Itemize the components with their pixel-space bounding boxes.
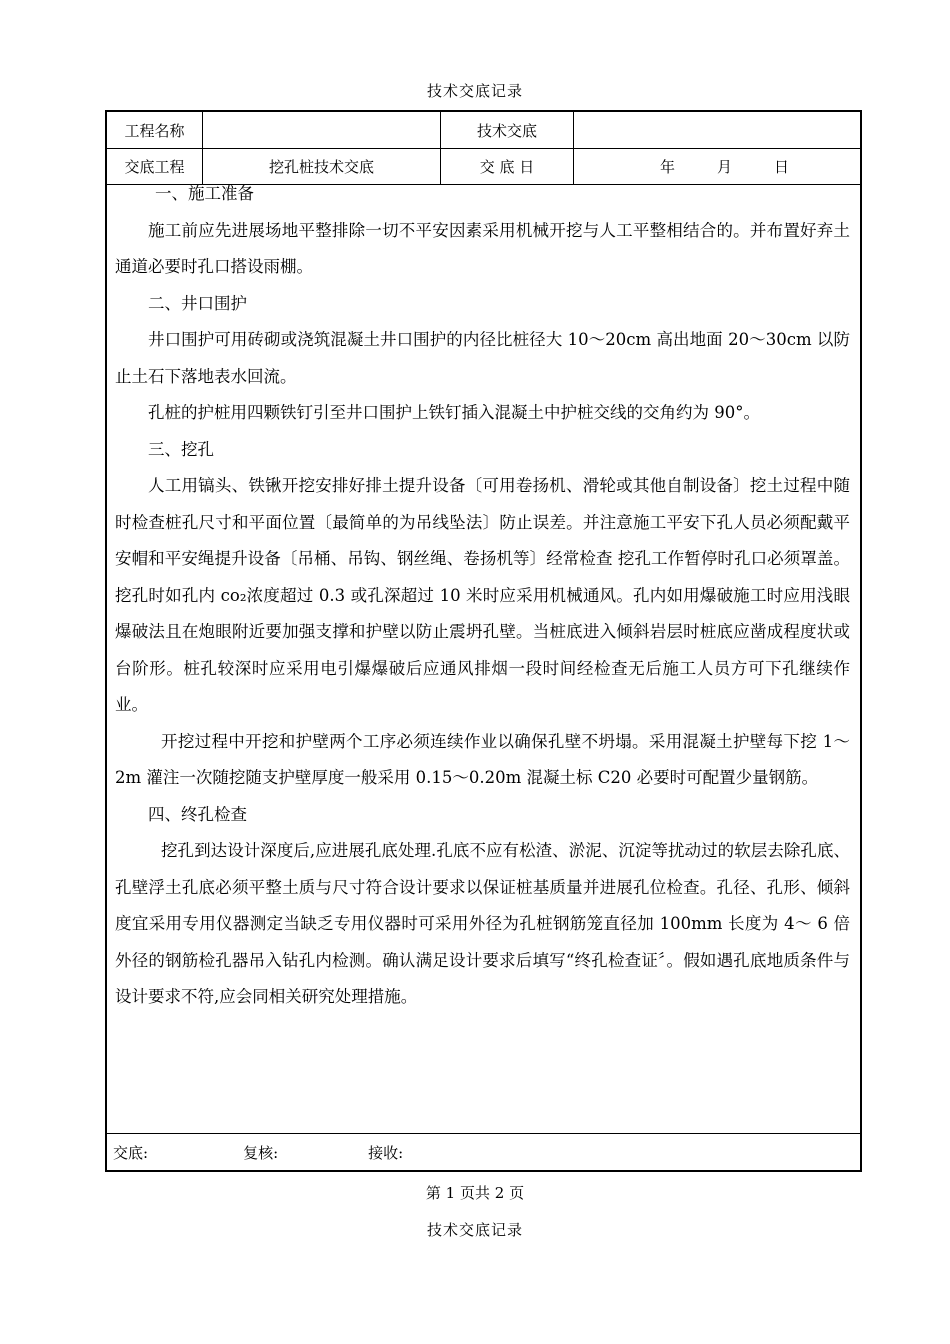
document-title: 技术交底记录: [426, 82, 523, 100]
date-year: 年: [660, 157, 676, 176]
handover-project-label: 交底工程: [107, 148, 203, 184]
record-table: [105, 110, 862, 1172]
section-2-paragraph-2: 孔桩的护桩用四颗铁钉引至井口围护上铁钉插入混凝土中护桩交线的交角约为 90°。: [148, 403, 760, 422]
section-1-heading: 一、施工准备: [155, 184, 254, 203]
section-4-heading: 四、终孔检查: [148, 804, 247, 824]
header-row-1: [107, 112, 860, 149]
section-3-paragraph-2: 开挖过程中开挖和护壁两个工序必须连续作业以确保孔壁不坍塌。采用混凝土护壁每下挖 1～2m 灌注一次随挖随支护壁厚度一般采用 0.15～0.20m 混凝土标 C20 必要时可配置少量钢筋。: [115, 731, 850, 787]
project-name-label: 工程名称: [107, 112, 203, 148]
review-signature-label[interactable]: 复核:: [243, 1143, 279, 1162]
receive-signature-label[interactable]: 接收:: [368, 1143, 404, 1162]
project-name-value[interactable]: [203, 112, 441, 148]
section-3-heading: 三、挖孔: [148, 439, 214, 459]
section-3-paragraph-1: 人工用镐头、铁锹开挖安排好排土提升设备〔可用卷扬机、滑轮或其他自制设备〕挖土过程中随时检查桩孔尺寸和平面位置〔最简单的为吊线坠法〕防止误差。并注意施工平安下孔人员必须配戴平安帽和平安绳提升设备〔吊桶、吊钩、钢丝绳、卷扬机等〕经常检查 挖孔工作暂停时孔口必须罩盖。挖孔时如孔内 co₂浓度超过 0.3 或孔深超过 10 米时应采用机械通风。孔内如用爆破施工时应用浅眼爆破法且在炮眼附近要加强支撑和护壁以防止震坍孔壁。当桩底进入倾斜岩层时桩底应凿成程度状或台阶形。桩孔较深时应采用电引爆爆破后应通风排烟一段时间经检查无后施工人员方可下孔继续作业。: [115, 476, 850, 714]
page-number: 第 1 页共 2 页: [425, 1184, 525, 1202]
signature-row: [107, 1133, 860, 1170]
content-body: [115, 184, 850, 1016]
handover-date-label: 交 底 日: [441, 148, 574, 184]
section-2-paragraph-1: 井口围护可用砖砌或浇筑混凝土井口围护的内径比桩径大 10～20cm 高出地面 20～30cm 以防止土石下落地表水回流。: [115, 330, 850, 386]
date-day: 日: [774, 157, 790, 176]
handover-signature-label[interactable]: 交底:: [113, 1143, 149, 1162]
section-4-paragraph: 挖孔到达设计深度后,应进展孔底处理.孔底不应有松渣、淤泥、沉淀等扰动过的软层去除孔底、孔壁浮土孔底必须平整土质与尺寸符合设计要求以保证桩基质量并进展孔位检查。孔径、孔形、倾斜度宜采用专用仪器测定当缺乏专用仪器时可采用外径为孔桩钢筋笼直径加 100mm 长度为 4～ 6 倍外径的钢筋检孔器吊入钻孔内检测。确认满足设计要求后填写“终孔检查证〞。假如遇孔底地质条件与设计要求不符,应会同相关研究处理措施。: [115, 841, 850, 1006]
next-page-title: 技术交底记录: [426, 1221, 523, 1239]
date-month: 月: [717, 157, 733, 176]
handover-project-value: 挖孔桩技术交底: [203, 148, 441, 184]
tech-handover-label: 技术交底: [441, 112, 574, 148]
tech-handover-value[interactable]: [574, 112, 860, 148]
section-1-paragraph: 施工前应先进展场地平整排除一切不平安因素采用机械开挖与人工平整相结合的。并布置好弃土通道必要时孔口搭设雨棚。: [115, 220, 850, 276]
section-2-heading: 二、井口围护: [148, 293, 247, 313]
